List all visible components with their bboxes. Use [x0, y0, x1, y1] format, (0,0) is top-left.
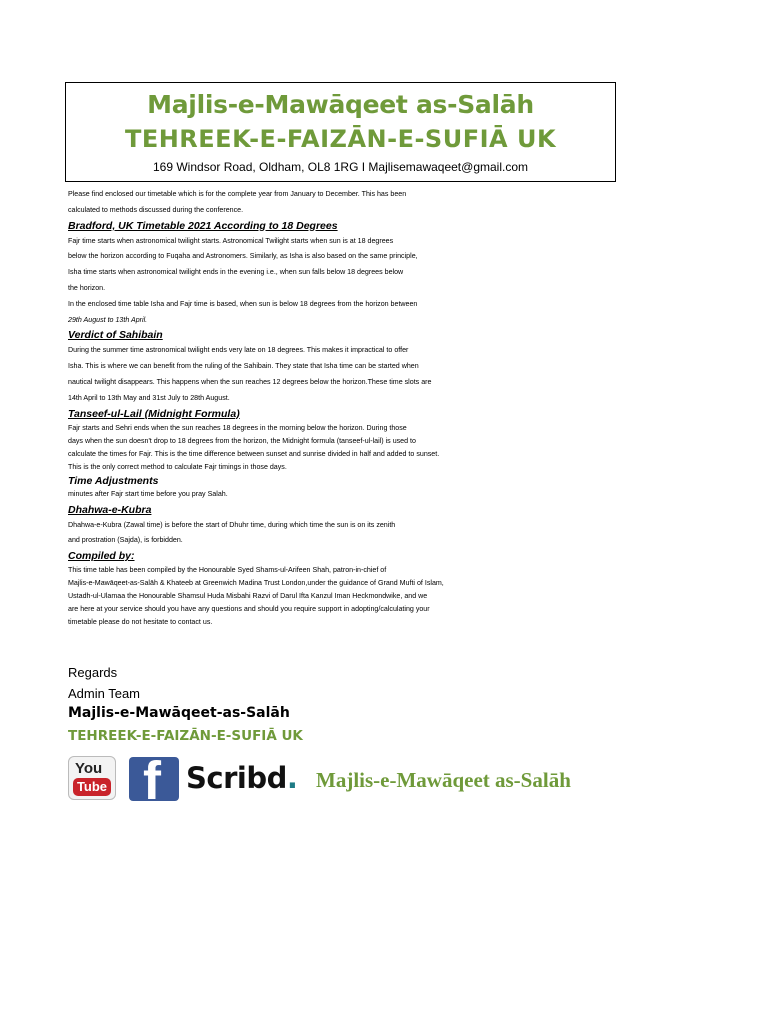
- facebook-letter: f: [143, 757, 161, 801]
- paragraph-line: days when the sun doesn't drop to 18 degrees from the horizon, the Midnight formula (tanseef-ul-lail) is used to: [68, 436, 416, 445]
- letterhead-title: Majlis-e-Mawāqeet as-Salāh: [147, 90, 534, 119]
- paragraph-line: This time table has been compiled by the Honourable Syed Shams-ul-Arifeen Shah, patron-in-chief of: [68, 566, 387, 575]
- scribd-dot: .: [286, 761, 298, 795]
- regards-text: Regards: [68, 665, 118, 680]
- paragraph-line: minutes after Fajr start time before you pray Salah.: [68, 489, 228, 498]
- paragraph-line: During the summer time astronomical twilight ends very late on 18 degrees. This makes it impractical to offer: [68, 346, 409, 355]
- paragraph-line: calculate the times for Fajr. This is the time difference between sunset and sunrise divided in half and added to sunset.: [68, 449, 440, 458]
- footer-tagline: Majlis-e-Mawāqeet as-Salāh: [316, 768, 571, 792]
- paragraph-line: timetable please do not hesitate to contact us.: [68, 618, 213, 627]
- intro-line: Please find enclosed our timetable which is for the complete year from January to December. This has been: [68, 190, 407, 198]
- scribd-wordmark: Scribd: [186, 761, 287, 795]
- section-heading-midnight-formula: Tanseef-ul-Lail (Midnight Formula): [68, 407, 240, 420]
- signature-org-name: Majlis-e-Mawāqeet-as-Salāh: [68, 705, 290, 721]
- date-range-line: 29th August to 13th April.: [68, 315, 148, 324]
- paragraph-line: Fajr time starts when astronomical twilight starts. Astronomical Twilight starts when sun is at 18 degrees: [68, 236, 394, 245]
- intro-line: calculated to methods discussed during the conference.: [68, 205, 244, 214]
- facebook-icon[interactable]: [129, 757, 179, 801]
- section-heading-time-adjustments: Time Adjustments: [68, 474, 159, 487]
- letterhead-address: 169 Windsor Road, Oldham, OL8 1RG I Majlisemawaqeet@gmail.com: [153, 160, 528, 174]
- closing-regards: [68, 662, 140, 704]
- youtube-you-text: You: [75, 760, 103, 777]
- paragraph-line: and prostration (Sajda), is forbidden.: [68, 536, 183, 545]
- youtube-icon[interactable]: [68, 756, 116, 800]
- scribd-logo[interactable]: [186, 758, 297, 798]
- paragraph-line: below the horizon according to Fuqaha and Astronomers. Similarly, as Isha is also based on the same principle,: [68, 252, 418, 261]
- paragraph-line: This is the only correct method to calculate Fajr timings in those days.: [68, 462, 287, 471]
- admin-team-text: Admin Team: [68, 686, 141, 701]
- paragraph-line: nautical twilight disappears. This happens when the sun reaches 12 degrees below the horizon.These time slots are: [68, 377, 432, 386]
- paragraph-line: Dhahwa-e-Kubra (Zawal time) is before the start of Dhuhr time, during which time the sun is on its zenith: [68, 520, 396, 529]
- paragraph-line: are here at your service should you have any questions and should you require support in adopting/calculating your: [68, 605, 430, 614]
- youtube-tube-text: Tube: [73, 778, 111, 796]
- section-heading-sahibain: Verdict of Sahibain: [68, 329, 163, 342]
- letterhead-subtitle: TEHREEK-E-FAIZĀN-E-SUFIĀ UK: [124, 125, 557, 153]
- paragraph-line: the horizon.: [68, 283, 106, 292]
- paragraph-line: Fajr starts and Sehri ends when the sun reaches 18 degrees in the morning below the horizon. During those: [68, 423, 407, 432]
- paragraph-line: Majlis-e-Mawāqeet-as-Salāh & Khateeb at Greenwich Madina Trust London,under the guidance of Grand Mufti of Islam,: [68, 579, 444, 588]
- letter-body: [68, 187, 538, 629]
- paragraph-line: In the enclosed time table Isha and Fajr time is based, when sun is below 18 degrees from the horizon between: [68, 299, 418, 308]
- paragraph-line: Ustadh-ul-Ulamaa the Honourable Shamsul Huda Misbahi Razvi of Darul Ifta Kanzul Iman Heckmondwike, and we: [68, 592, 428, 601]
- section-heading-compiled-by: Compiled by:: [68, 550, 135, 563]
- letterhead-box: [65, 82, 616, 182]
- paragraph-line: Isha. This is where we can benefit from the ruling of the Sahibain. They state that Isha time can be started when: [68, 362, 419, 371]
- signature-org-subtitle: TEHREEK-E-FAIZĀN-E-SUFIĀ UK: [68, 728, 303, 744]
- paragraph-line: Isha time starts when astronomical twilight ends in the evening i.e., when sun falls below 18 degrees below: [68, 268, 404, 277]
- paragraph-line: 14th April to 13th May and 31st July to 28th August.: [68, 393, 230, 402]
- section-heading-timetable: Bradford, UK Timetable 2021 According to 18 Degrees: [68, 219, 338, 232]
- section-heading-dhahwa: Dhahwa-e-Kubra: [68, 503, 152, 516]
